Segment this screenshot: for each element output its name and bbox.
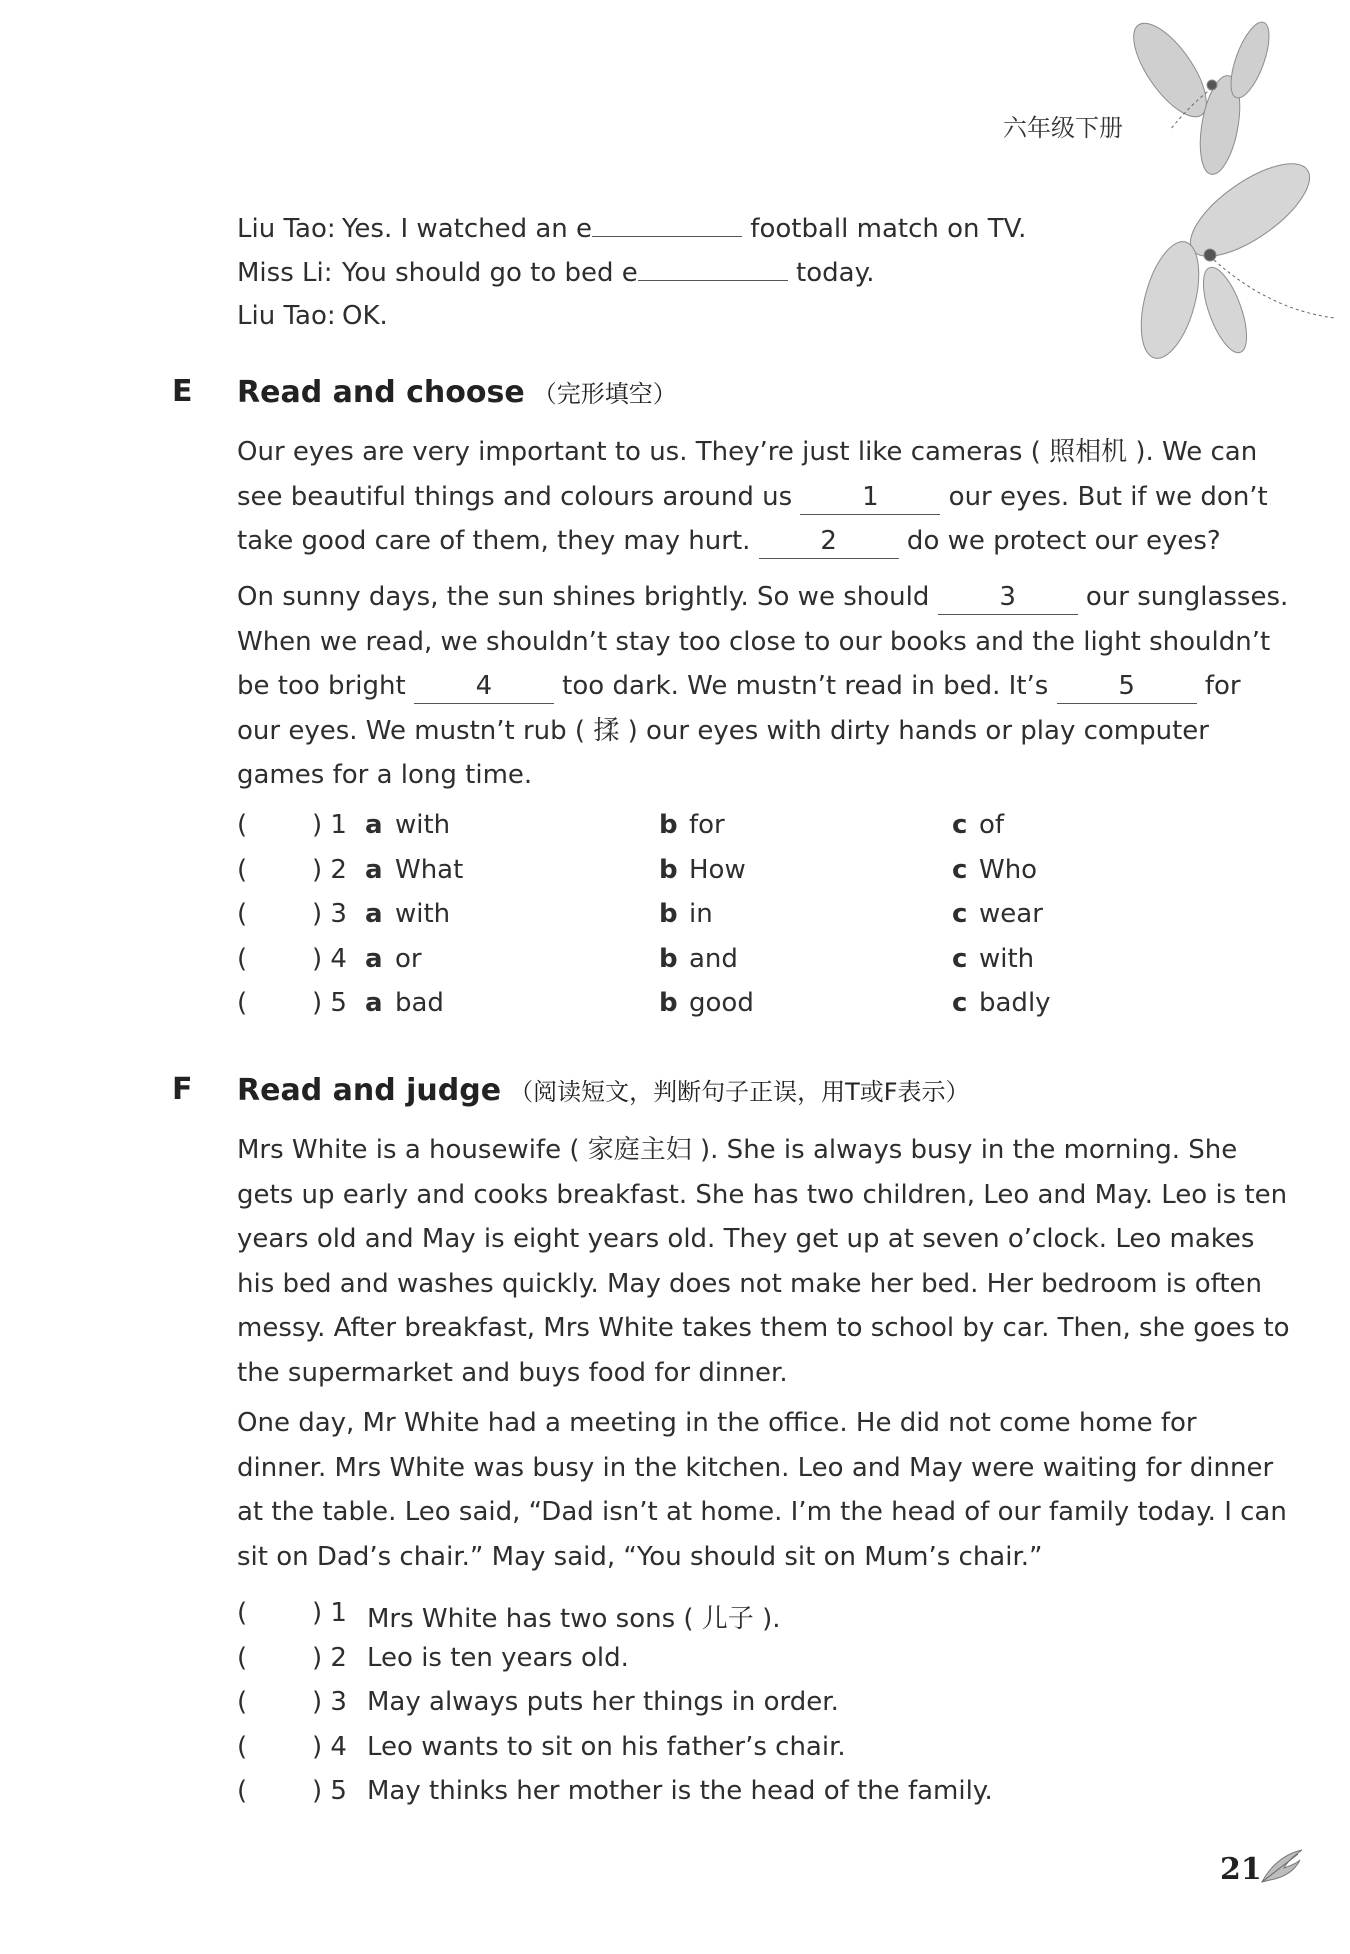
cloze-blank-2[interactable]: 2 (759, 524, 899, 559)
dialogue-text: OK. (342, 301, 388, 331)
page-number: 21 (1220, 1852, 1262, 1887)
answer-paren[interactable]: ( (237, 988, 248, 1018)
dialogue-text: football match on TV. (742, 214, 1027, 244)
text-span: too dark. We mustn’t read in bed. It’s (553, 671, 1057, 701)
text-span: On sunny days, the sun shines brightly. So we should (237, 582, 938, 612)
option-c[interactable]: with (979, 943, 1035, 974)
statement-text: Mrs White has two sons ( 儿子 ). (367, 1604, 781, 1634)
dialogue-text: today. (787, 258, 875, 288)
dialogue-line-2 (237, 250, 1026, 294)
option-row-1 (237, 810, 1137, 855)
option-b[interactable]: and (689, 943, 738, 974)
option-letter: c (952, 943, 968, 974)
option-a[interactable]: bad (395, 988, 444, 1018)
section-e-paragraph-1 (237, 430, 1268, 564)
section-f-title-en: Read and judge (237, 1073, 502, 1108)
leaf-icon (1258, 1846, 1304, 1886)
text-line: One day, Mr White had a meeting in the office. He did not come home for (237, 1408, 1197, 1438)
option-letter: b (659, 899, 678, 929)
answer-paren[interactable]: ( (237, 1687, 248, 1717)
option-letter: c (952, 988, 968, 1018)
answer-paren[interactable]: ( (237, 854, 248, 885)
text-line (237, 664, 1241, 709)
option-b[interactable]: for (689, 810, 725, 840)
text-span: our eyes. But if we don’t (940, 481, 1268, 512)
option-c[interactable]: badly (979, 988, 1051, 1018)
option-a[interactable]: or (395, 943, 422, 974)
option-letter: c (952, 899, 968, 929)
text-span: take good care of them, they may hurt. (237, 526, 759, 556)
text-line: the supermarket and buys food for dinner. (237, 1357, 788, 1388)
statement-row-3 (237, 1687, 1227, 1732)
answer-blank[interactable] (638, 250, 788, 281)
text-line: Our eyes are very important to us. They’re just like cameras ( 照相机 ). We can (237, 437, 1258, 467)
cloze-blank-5[interactable]: 5 (1057, 669, 1197, 704)
text-line (237, 575, 1289, 620)
question-number: ) 3 (312, 899, 347, 929)
dragonfly-bottom (1130, 147, 1335, 365)
option-letter: a (365, 899, 383, 929)
option-letter: c (952, 810, 968, 840)
option-c[interactable]: wear (979, 899, 1043, 929)
option-c[interactable]: of (979, 810, 1005, 840)
section-f-title-cn: （阅读短文，判断句子正误，用T或F表示） (509, 1078, 970, 1106)
option-letter: a (365, 810, 383, 840)
option-a[interactable]: with (395, 899, 451, 929)
text-span: for (1196, 671, 1241, 701)
question-number: ) 1 (312, 810, 347, 840)
dialogue-text: You should go to bed e (342, 258, 638, 288)
dragonfly-top (1130, 20, 1277, 177)
option-letter: a (365, 988, 383, 1018)
text-line: at the table. Leo said, “Dad isn’t at home. I’m the head of our family today. I can (237, 1497, 1287, 1527)
answer-paren[interactable]: ( (237, 1776, 248, 1806)
speaker: Liu Tao: (237, 214, 336, 244)
section-e-title-cn: （完形填空） (532, 380, 677, 408)
option-letter: b (659, 854, 678, 885)
statement-number: ) 5 (312, 1776, 347, 1806)
cloze-blank-1[interactable]: 1 (800, 480, 940, 515)
option-c[interactable]: Who (979, 854, 1038, 885)
option-row-3 (237, 899, 1137, 944)
answer-blank[interactable] (592, 206, 742, 237)
statement-number: ) 1 (312, 1598, 347, 1628)
answer-paren[interactable]: ( (237, 810, 248, 840)
option-b[interactable]: good (689, 988, 754, 1018)
choice-options (237, 810, 1137, 1033)
answer-paren[interactable]: ( (237, 943, 248, 974)
answer-paren[interactable]: ( (237, 1642, 248, 1673)
text-line: years old and May is eight years old. They get up at seven o’clock. Leo makes (237, 1224, 1255, 1254)
text-span: be too bright (237, 671, 414, 701)
text-line: messy. After breakfast, Mrs White takes them to school by car. Then, she goes to (237, 1313, 1290, 1343)
statement-row-1 (237, 1598, 1227, 1643)
cloze-blank-3[interactable]: 3 (938, 580, 1078, 615)
judge-statements (237, 1598, 1227, 1821)
section-e-letter: E (172, 374, 193, 409)
option-letter: b (659, 943, 678, 974)
statement-text: May thinks her mother is the head of the family. (367, 1776, 993, 1806)
dialogue (237, 206, 1026, 338)
option-letter: a (365, 943, 383, 974)
option-a[interactable]: What (395, 854, 464, 885)
option-letter: a (365, 854, 383, 885)
question-number: ) 5 (312, 988, 347, 1018)
statement-number: ) 2 (312, 1642, 347, 1673)
section-f-paragraph-2 (237, 1401, 1287, 1579)
statement-number: ) 3 (312, 1687, 347, 1717)
text-line: our eyes. We mustn’t rub ( 揉 ) our eyes with dirty hands or play computer (237, 715, 1209, 746)
option-row-4 (237, 944, 1137, 989)
text-line: his bed and washes quickly. May does not make her bed. Her bedroom is often (237, 1268, 1263, 1299)
dialogue-text: Yes. I watched an e (342, 214, 593, 244)
question-number: ) 2 (312, 854, 347, 885)
text-line (237, 519, 1227, 564)
speaker: Miss Li: (237, 258, 333, 288)
statement-row-2 (237, 1643, 1227, 1688)
text-line: gets up early and cooks breakfast. She has two children, Leo and May. Leo is ten (237, 1179, 1288, 1210)
section-f-paragraph-1 (237, 1128, 1290, 1395)
text-line: sit on Dad’s chair.” May said, “You should sit on Mum’s chair.” (237, 1541, 1043, 1572)
option-letter: b (659, 988, 678, 1018)
answer-paren[interactable]: ( (237, 1598, 248, 1628)
section-f-letter: F (172, 1072, 193, 1107)
text-line: games for a long time. (237, 760, 533, 790)
cloze-blank-4[interactable]: 4 (414, 669, 554, 704)
question-number: ) 4 (312, 943, 347, 974)
section-e-title-en: Read and choose (237, 375, 525, 410)
text-span: our sunglasses. (1077, 582, 1289, 612)
option-b[interactable]: How (689, 854, 746, 885)
grade-label: 六年级下册 (1003, 114, 1123, 142)
dragonfly-decoration (1130, 20, 1340, 380)
text-line: Mrs White is a housewife ( 家庭主妇 ). She is always busy in the morning. She (237, 1135, 1238, 1165)
statement-row-5 (237, 1776, 1227, 1821)
option-row-2 (237, 855, 1137, 900)
section-e-paragraph-2 (237, 575, 1289, 798)
speaker: Liu Tao: (237, 301, 336, 331)
text-line (237, 475, 1268, 520)
statement-row-4 (237, 1732, 1227, 1777)
text-span: see beautiful things and colours around us (237, 481, 801, 512)
statement-number: ) 4 (312, 1731, 347, 1762)
text-line: When we read, we shouldn’t stay too close to our books and the light shouldn’t (237, 626, 1271, 657)
dialogue-line-1 (237, 206, 1026, 250)
statement-text: Leo wants to sit on his father’s chair. (367, 1731, 846, 1762)
dialogue-line-3 (237, 294, 1026, 338)
statement-text: May always puts her things in order. (367, 1687, 839, 1717)
option-letter: b (659, 810, 678, 840)
answer-paren[interactable]: ( (237, 1731, 248, 1762)
answer-paren[interactable]: ( (237, 899, 248, 929)
option-letter: c (952, 854, 968, 885)
option-a[interactable]: with (395, 810, 451, 840)
option-b[interactable]: in (689, 899, 713, 929)
text-line: dinner. Mrs White was busy in the kitchen. Leo and May were waiting for dinner (237, 1452, 1274, 1483)
section-f-title (237, 1072, 970, 1108)
section-e-title (237, 374, 677, 410)
statement-text: Leo is ten years old. (367, 1642, 629, 1673)
option-row-5 (237, 988, 1137, 1033)
text-span: do we protect our eyes? (898, 526, 1221, 556)
